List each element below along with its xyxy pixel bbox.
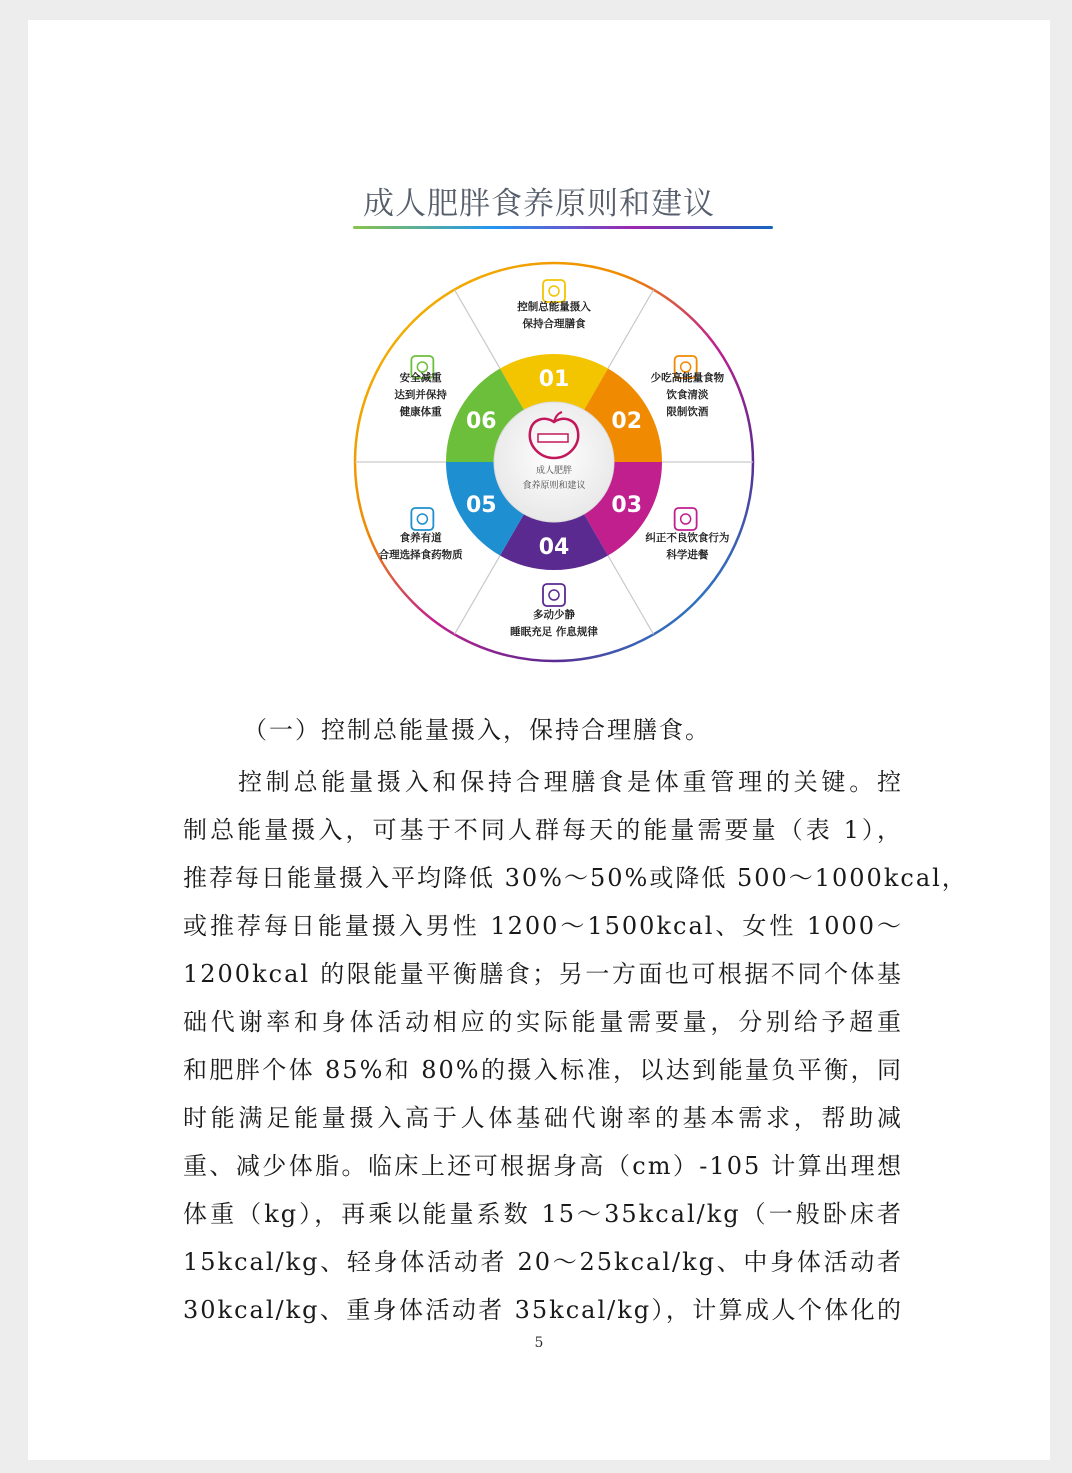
segment-label-line: 合理选择食药物质 [378, 549, 463, 561]
segment-number: 01 [538, 367, 570, 392]
paragraph-line: 控制总能量摄入和保持合理膳食是体重管理的关键。控 [238, 768, 903, 796]
segment-label-line: 控制总能量摄入 [517, 301, 591, 313]
paragraph-line: 重、减少体脂。临床上还可根据身高（cm）-105 计算出理想 [183, 1152, 903, 1180]
segment-label-line: 科学进餐 [666, 549, 709, 561]
paragraph-line: 或推荐每日能量摄入男性 1200～1500kcal、女性 1000～ [183, 912, 903, 940]
segment-label-line: 纠正不良饮食行为 [645, 532, 730, 544]
segment-number: 02 [611, 409, 643, 434]
principles-wheel [352, 260, 756, 664]
center-label-line2: 食养原则和建议 [522, 481, 586, 491]
page-number: 5 [534, 1335, 544, 1351]
page-title: 成人肥胖食养原则和建议 [363, 186, 715, 222]
paragraph-line: 30kcal/kg、重身体活动者 35kcal/kg），计算成人个体化的 [183, 1296, 903, 1324]
document-page [28, 20, 1050, 1460]
paragraph-line: 15kcal/kg、轻身体活动者 20～25kcal/kg、中身体活动者 [183, 1248, 903, 1276]
segment-label-line: 少吃高能量食物 [650, 372, 725, 384]
paragraph-line: 和肥胖个体 85%和 80%的摄入标准，以达到能量负平衡，同 [183, 1056, 903, 1084]
segment-label-line: 睡眠充足 作息规律 [510, 626, 598, 638]
segment-number: 05 [465, 493, 497, 518]
segment-label-line: 食养有道 [399, 532, 442, 544]
title-underline [353, 226, 773, 229]
segment-label-line: 安全减重 [399, 372, 442, 384]
section-heading: （一）控制总能量摄入，保持合理膳食。 [243, 716, 711, 744]
paragraph-line: 础代谢率和身体活动相应的实际能量需要量，分别给予超重 [183, 1008, 903, 1036]
center-label-line1: 成人肥胖 [535, 466, 573, 476]
segment-label-line: 达到并保持 [394, 389, 447, 401]
segment-label-line: 保持合理膳食 [522, 318, 586, 330]
segment-number: 03 [611, 493, 643, 518]
paragraph-line: 时能满足能量摄入高于人体基础代谢率的基本需求，帮助减 [183, 1104, 903, 1132]
segment-label-line: 限制饮酒 [666, 406, 709, 418]
segment-label-line: 多动少静 [533, 609, 575, 621]
paragraph-line: 推荐每日能量摄入平均降低 30%～50%或降低 500～1000kcal， [183, 864, 968, 892]
segment-number: 06 [465, 409, 497, 434]
segment-number: 04 [538, 535, 570, 560]
paragraph-line: 制总能量摄入，可基于不同人群每天的能量需要量（表 1）， [183, 816, 903, 844]
segment-label-line: 健康体重 [399, 406, 442, 418]
paragraph-line: 体重（kg），再乘以能量系数 15～35kcal/kg（一般卧床者 [183, 1200, 903, 1228]
paragraph-line: 1200kcal 的限能量平衡膳食；另一方面也可根据不同个体基 [183, 960, 903, 988]
segment-label-line: 饮食清淡 [666, 389, 709, 401]
